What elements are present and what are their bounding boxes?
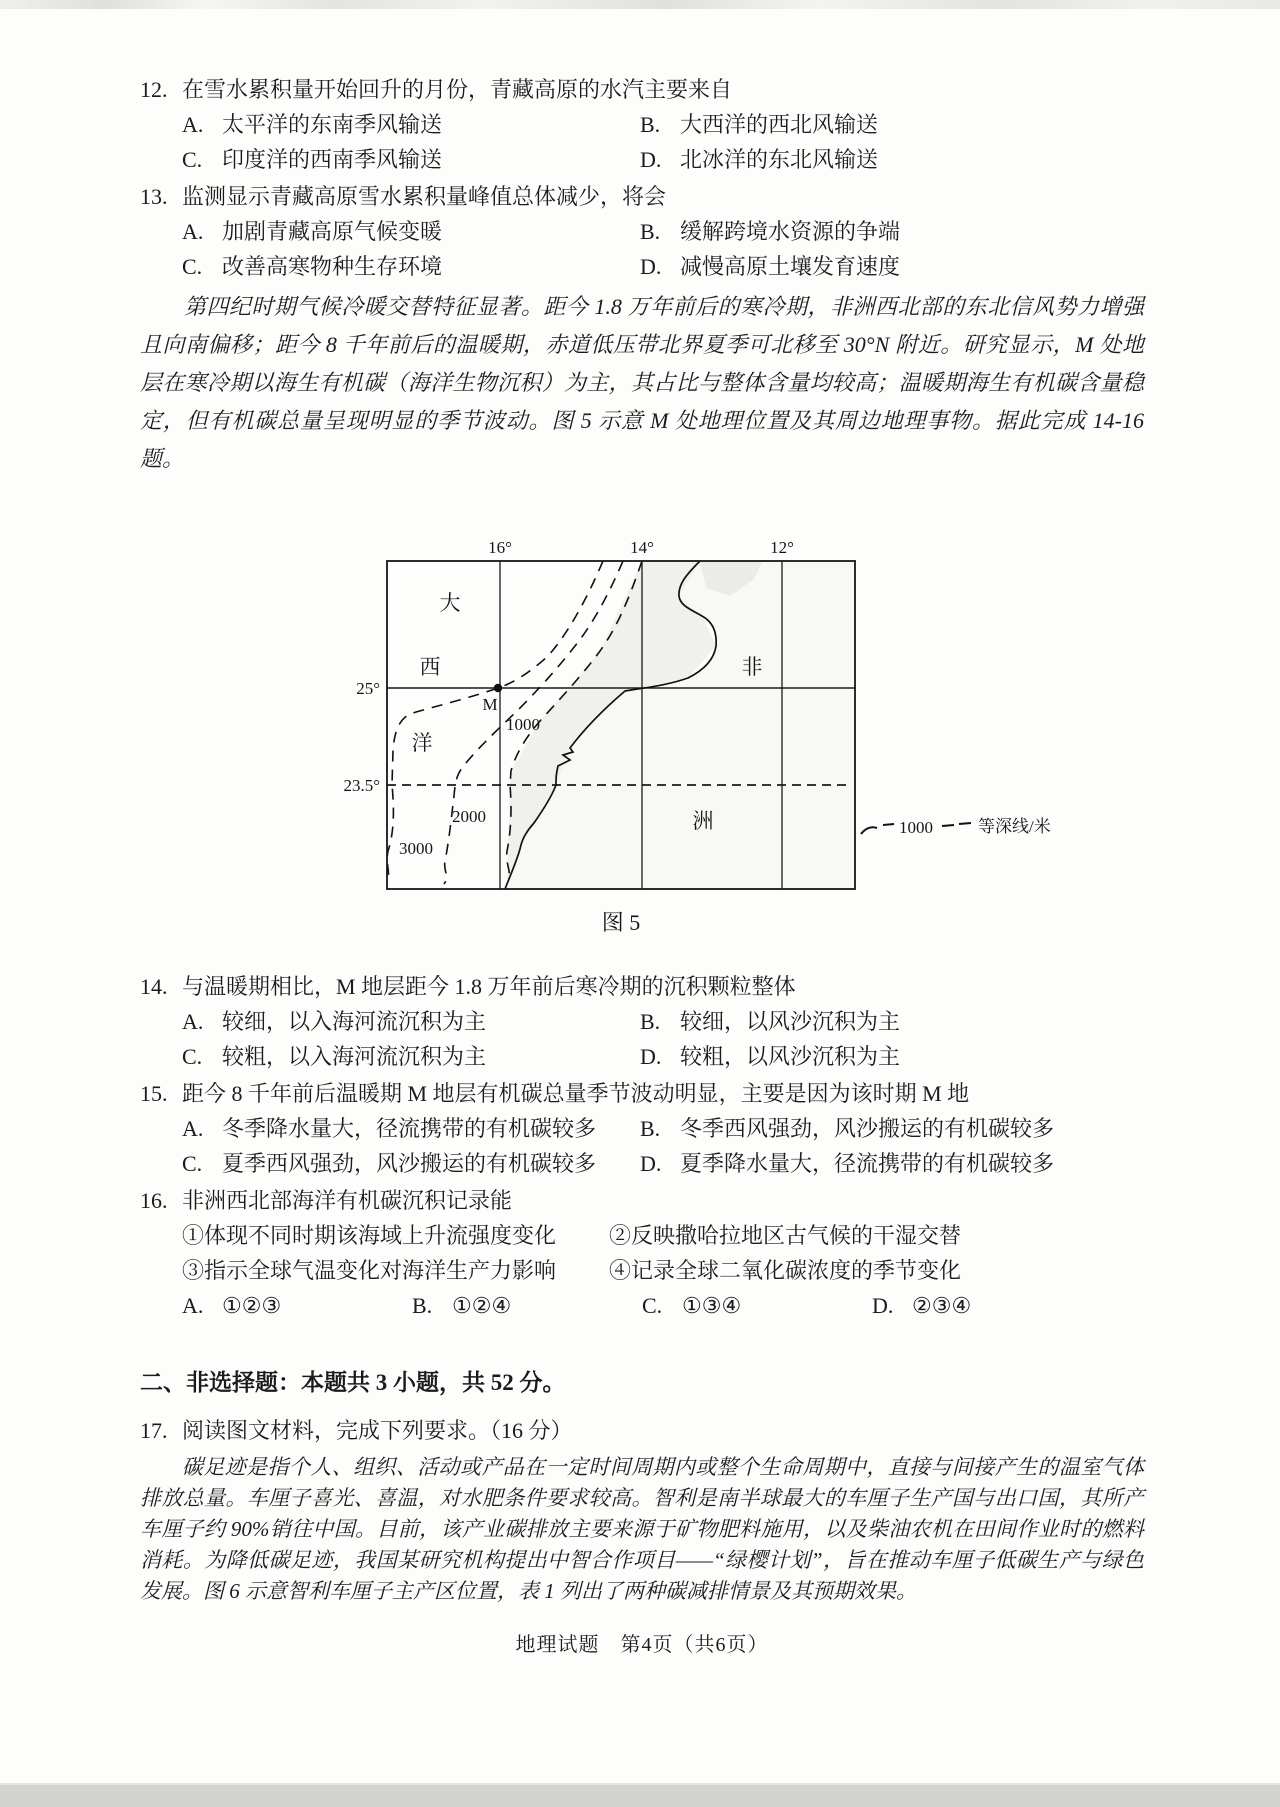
option-text: 加剧青藏高原气候变暖 [222, 219, 443, 244]
contour-label-1000: 1000 [506, 715, 540, 734]
option-text: 较粗，以入海河流沉积为主 [222, 1044, 487, 1069]
option-text: 北冰洋的东北风输送 [680, 147, 879, 172]
question-13-options [182, 214, 1144, 284]
question-13-number: 13. [140, 184, 168, 209]
lat-label-23-5: 23.5° [343, 776, 380, 795]
question-12-options [182, 107, 1144, 177]
option-c [182, 1039, 640, 1074]
option-text: 缓解跨境水资源的争端 [680, 219, 901, 244]
statement-4 [609, 1253, 1144, 1288]
option-label: A. [182, 219, 204, 244]
question-13-stem: 监测显示青藏高原雪水累积量峰值总体减少，将会 [182, 184, 667, 209]
question-14 [140, 969, 1144, 1074]
ocean-label-char1: 大 [439, 591, 461, 615]
page-content [140, 70, 1144, 1657]
map-figure [330, 536, 1075, 938]
option-text: 较粗，以风沙沉积为主 [680, 1044, 901, 1069]
land-label-char2: 洲 [692, 809, 714, 833]
contour-label-3000: 3000 [399, 839, 433, 858]
option-b [640, 1004, 1144, 1039]
figure-5 [330, 536, 1075, 943]
option-text: 大西洋的西北风输送 [680, 112, 879, 137]
legend-isobath [861, 817, 1051, 837]
option-text: 改善高寒物种生存环境 [222, 254, 443, 279]
option-a [182, 1288, 412, 1323]
statement-text: ④记录全球二氧化碳浓度的季节变化 [609, 1258, 962, 1283]
question-17-material: 碳足迹是指个人、组织、活动或产品在一定时间周期内或整个生命周期中，直接与间接产生的温室气体排放总量。车厘子喜光、喜温，对水肥条件要求较高。智利是南半球最大的车厘子生产国与出口国，其所产车厘子约 90%销往中国。目前，该产业碳排放主要来源于矿物肥料施用，以及柴油农机在田间作业时的燃料消耗。为降低碳足迹，我国某研究机构提出中智合作项目——“绿樱计划”，旨在推动车厘子低碳生产与绿色发展。图 6 示意智利车厘子主产区位置，表 1 列出了两种碳减排情景及其预期效果。 [140, 1455, 1144, 1603]
option-text: 较细，以入海河流沉积为主 [222, 1009, 487, 1034]
question-16-stem: 非洲西北部海洋有机碳沉积记录能 [182, 1188, 513, 1213]
option-label: B. [640, 1009, 661, 1034]
option-c [182, 249, 640, 284]
question-16-number: 16. [140, 1188, 168, 1213]
option-label: A. [182, 1293, 204, 1318]
option-d [640, 1039, 1144, 1074]
option-label: C. [642, 1293, 663, 1318]
option-d [640, 142, 1144, 177]
question-13 [140, 179, 1144, 284]
legend-value: 1000 [899, 818, 933, 837]
question-15-stem: 距今 8 千年前后温暖期 M 地层有机碳总量季节波动明显，主要是因为该时期 M 地 [182, 1081, 970, 1106]
ocean-label-char3: 洋 [411, 731, 433, 755]
option-label: A. [182, 112, 204, 137]
option-b [640, 1111, 1144, 1146]
option-label: C. [182, 254, 203, 279]
option-b [640, 107, 1144, 142]
page-footer: 地理试题 第4页（共6页） [515, 1634, 769, 1656]
question-16-options [182, 1288, 1144, 1323]
option-c [182, 1146, 640, 1181]
statement-text: ①体现不同时期该海域上升流强度变化 [182, 1223, 557, 1248]
option-label: C. [182, 1151, 203, 1176]
option-label: A. [182, 1116, 204, 1141]
lat-label-25: 25° [356, 679, 380, 698]
contour-label-2000: 2000 [452, 807, 486, 826]
lon-label-16: 16° [488, 538, 512, 557]
scan-artifact-bottom [0, 1783, 1280, 1807]
question-12-number: 12. [140, 77, 168, 102]
option-label: A. [182, 1009, 204, 1034]
question-14-number: 14. [140, 974, 168, 999]
option-label: D. [872, 1293, 894, 1318]
option-text: 冬季西风强劲，风沙搬运的有机碳较多 [680, 1116, 1055, 1141]
option-a [182, 1111, 640, 1146]
point-m-label: M [482, 695, 498, 714]
question-12-stem: 在雪水累积量开始回升的月份，青藏高原的水汽主要来自 [182, 77, 733, 102]
option-text: 较细，以风沙沉积为主 [680, 1009, 901, 1034]
statement-text: ③指示全球气温变化对海洋生产力影响 [182, 1258, 557, 1283]
option-b [412, 1288, 642, 1323]
option-b [640, 214, 1144, 249]
legend-label: 等深线/米 [978, 817, 1051, 836]
point-m-marker [494, 684, 502, 692]
option-text: 印度洋的西南季风输送 [222, 147, 443, 172]
scan-artifact-top [0, 0, 1280, 9]
question-15 [140, 1076, 1144, 1181]
question-17 [140, 1413, 1144, 1607]
statement-text: ②反映撒哈拉地区古气候的干湿交替 [609, 1223, 962, 1248]
question-14-options [182, 1004, 1144, 1074]
question-15-options [182, 1111, 1144, 1181]
question-17-stem: 阅读图文材料，完成下列要求。（16 分） [182, 1418, 573, 1443]
question-17-number: 17. [140, 1418, 168, 1443]
option-label: D. [640, 1044, 662, 1069]
option-d [640, 249, 1144, 284]
option-a [182, 107, 640, 142]
option-text: ①②④ [452, 1293, 512, 1318]
lon-label-14: 14° [630, 538, 654, 557]
option-c [182, 142, 640, 177]
section-2-heading: 二、非选择题：本题共 3 小题，共 52 分。 [140, 1370, 566, 1395]
legend-dash-symbol [883, 824, 894, 825]
option-d [872, 1288, 1102, 1323]
option-text: 冬季降水量大，径流携带的有机碳较多 [222, 1116, 597, 1141]
option-text: ①②③ [222, 1293, 282, 1318]
option-label: B. [640, 219, 661, 244]
question-12 [140, 72, 1144, 177]
stimulus-paragraph: 第四纪时期气候冷暖交替特征显著。距今 1.8 万年前后的寒冷期，非洲西北部的东北信风势力增强且向南偏移；距今 8 千年前后的温暖期，赤道低压带北界夏季可北移至 30°N 附近。研究显示，M 处地层在寒冷期以海生有机碳（海洋生物沉积）为主，其占比与整体含量均较高；温暖期海生有机碳含量稳定，但有机碳总量呈现明显的季节波动。图 5 示意 M 处地理位置及其周边地理事物。据此完成 14-16 题。 [140, 294, 1144, 471]
question-16 [140, 1183, 1144, 1323]
statement-2 [609, 1218, 1144, 1253]
ocean-label-char2: 西 [419, 655, 441, 679]
option-label: D. [640, 147, 662, 172]
question-14-stem: 与温暖期相比，M 地层距今 1.8 万年前后寒冷期的沉积颗粒整体 [182, 974, 796, 999]
option-c [642, 1288, 872, 1323]
option-text: 夏季降水量大，径流携带的有机碳较多 [680, 1151, 1055, 1176]
option-text: 太平洋的东南季风输送 [222, 112, 443, 137]
option-label: B. [640, 1116, 661, 1141]
option-label: D. [640, 1151, 662, 1176]
statement-1 [182, 1218, 609, 1253]
legend-dash-symbol [959, 823, 971, 824]
statement-3 [182, 1253, 609, 1288]
land-label-char1: 非 [741, 655, 763, 679]
question-16-items [182, 1218, 1144, 1288]
option-text: 减慢高原土壤发育速度 [680, 254, 901, 279]
legend-dash-symbol [942, 825, 954, 826]
option-text: 夏季西风强劲，风沙搬运的有机碳较多 [222, 1151, 597, 1176]
legend-dash-symbol [861, 827, 877, 834]
lon-label-12: 12° [770, 538, 794, 557]
option-label: C. [182, 147, 203, 172]
option-text: ②③④ [912, 1293, 972, 1318]
option-text: ①③④ [682, 1293, 742, 1318]
option-label: B. [640, 112, 661, 137]
figure-caption: 图 5 [601, 910, 641, 935]
option-d [640, 1146, 1144, 1181]
option-label: C. [182, 1044, 203, 1069]
option-a [182, 1004, 640, 1039]
option-a [182, 214, 640, 249]
option-label: D. [640, 254, 662, 279]
option-label: B. [412, 1293, 433, 1318]
question-15-number: 15. [140, 1081, 168, 1106]
